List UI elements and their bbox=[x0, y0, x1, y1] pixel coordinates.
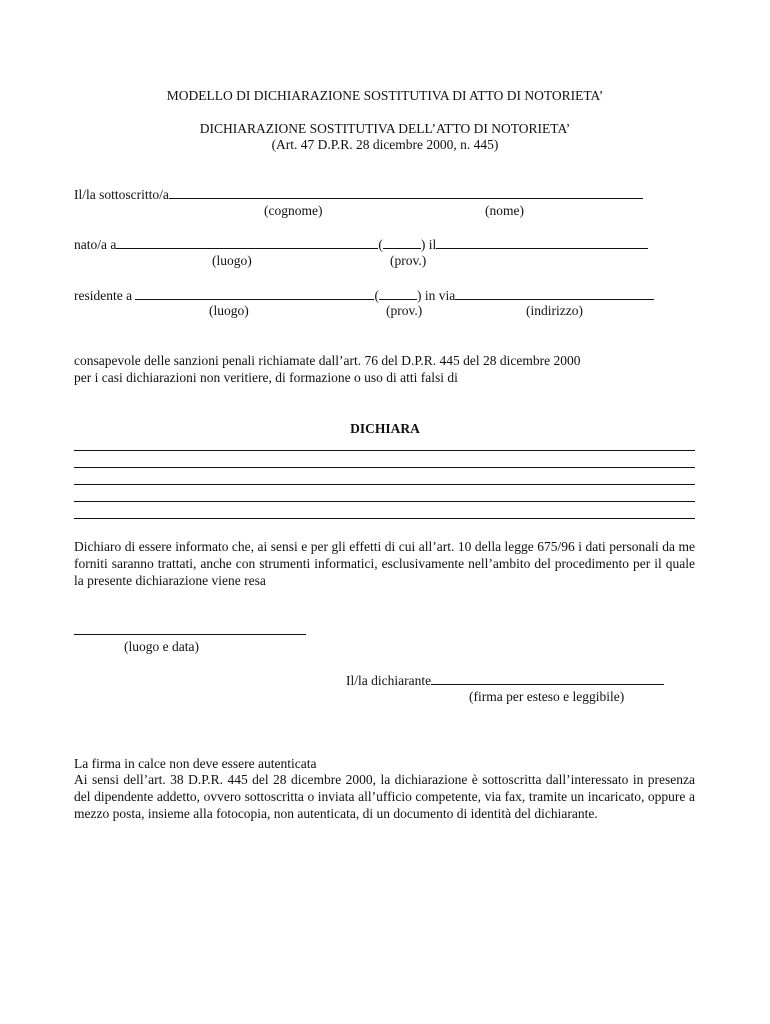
residence-place-caption: (luogo) bbox=[209, 303, 249, 318]
signature-field[interactable] bbox=[431, 671, 664, 685]
birth-prov-close: ) il bbox=[420, 237, 437, 252]
residence-place-field[interactable] bbox=[135, 286, 374, 300]
birth-prov-caption: (prov.) bbox=[390, 253, 427, 268]
address-caption: (indirizzo) bbox=[526, 303, 583, 318]
declares-heading: DICHIARA bbox=[350, 421, 420, 436]
birth-prov-open: ( bbox=[378, 237, 383, 252]
document-title: MODELLO DI DICHIARAZIONE SOSTITUTIVA DI ATTO DI NOTORIETA’ bbox=[166, 88, 604, 103]
birth-row bbox=[74, 235, 648, 253]
residence-prov-field[interactable] bbox=[379, 286, 417, 300]
birth-date-field[interactable] bbox=[436, 235, 648, 249]
undersigned-label: Il/la sottoscritto/a bbox=[74, 187, 169, 202]
declarant-label: Il/la dichiarante bbox=[346, 673, 432, 688]
declarant-row bbox=[346, 671, 664, 689]
signature-caption: (firma per esteso e leggibile) bbox=[469, 689, 625, 704]
birth-place-caption: (luogo) bbox=[212, 253, 252, 268]
declaration-line-1[interactable] bbox=[74, 450, 695, 451]
document-subtitle: DICHIARAZIONE SOSTITUTIVA DELL’ATTO DI NOTORIETA’ bbox=[199, 121, 571, 136]
awareness-line-2: per i casi dichiarazioni non veritiere, di formazione o uso di atti falsi di bbox=[74, 370, 458, 385]
address-field[interactable] bbox=[455, 286, 654, 300]
resident-label: residente a bbox=[74, 288, 133, 303]
surname-name-field[interactable] bbox=[169, 185, 643, 199]
name-caption: (nome) bbox=[485, 203, 524, 218]
undersigned-row bbox=[74, 185, 643, 203]
awareness-line-1: consapevole delle sanzioni penali richiamate dall’art. 76 del D.P.R. 445 del 28 dicembre 2000 bbox=[74, 353, 581, 368]
footer-legal-text: Ai sensi dell’art. 38 D.P.R. 445 del 28 dicembre 2000, la dichiarazione è sottoscritta dall’interessato in presenza del dipendente addetto, ovvero sottoscritta o inviata all’ufficio competente, via fax, tramite un incaricato, oppure a mezzo posta, insieme alla fotocopia, non autenticata, di un documento di identità del dichiarante. bbox=[74, 772, 695, 821]
declaration-line-4[interactable] bbox=[74, 501, 695, 502]
born-label: nato/a a bbox=[74, 237, 117, 252]
declaration-line-3[interactable] bbox=[74, 484, 695, 485]
footer-note: La firma in calce non deve essere autenticata bbox=[74, 756, 317, 771]
declaration-line-5[interactable] bbox=[74, 518, 695, 519]
declaration-line-2[interactable] bbox=[74, 467, 695, 468]
res-prov-close: ) in via bbox=[416, 288, 456, 303]
place-date-caption: (luogo e data) bbox=[124, 639, 199, 654]
place-date-field[interactable] bbox=[74, 634, 306, 635]
surname-caption: (cognome) bbox=[264, 203, 323, 218]
privacy-statement: Dichiaro di essere informato che, ai sensi e per gli effetti di cui all’art. 10 della legge 675/96 i dati personali da me forniti saranno trattati, anche con strumenti informatici, esclusivamente nell’ambito del procedimento per il quale la presente dichiarazione viene resa bbox=[74, 539, 695, 588]
res-prov-open: ( bbox=[374, 288, 379, 303]
birth-place-field[interactable] bbox=[116, 235, 378, 249]
birth-prov-field[interactable] bbox=[383, 235, 421, 249]
legal-reference: (Art. 47 D.P.R. 28 dicembre 2000, n. 445) bbox=[271, 137, 499, 152]
residence-prov-caption: (prov.) bbox=[386, 303, 423, 318]
